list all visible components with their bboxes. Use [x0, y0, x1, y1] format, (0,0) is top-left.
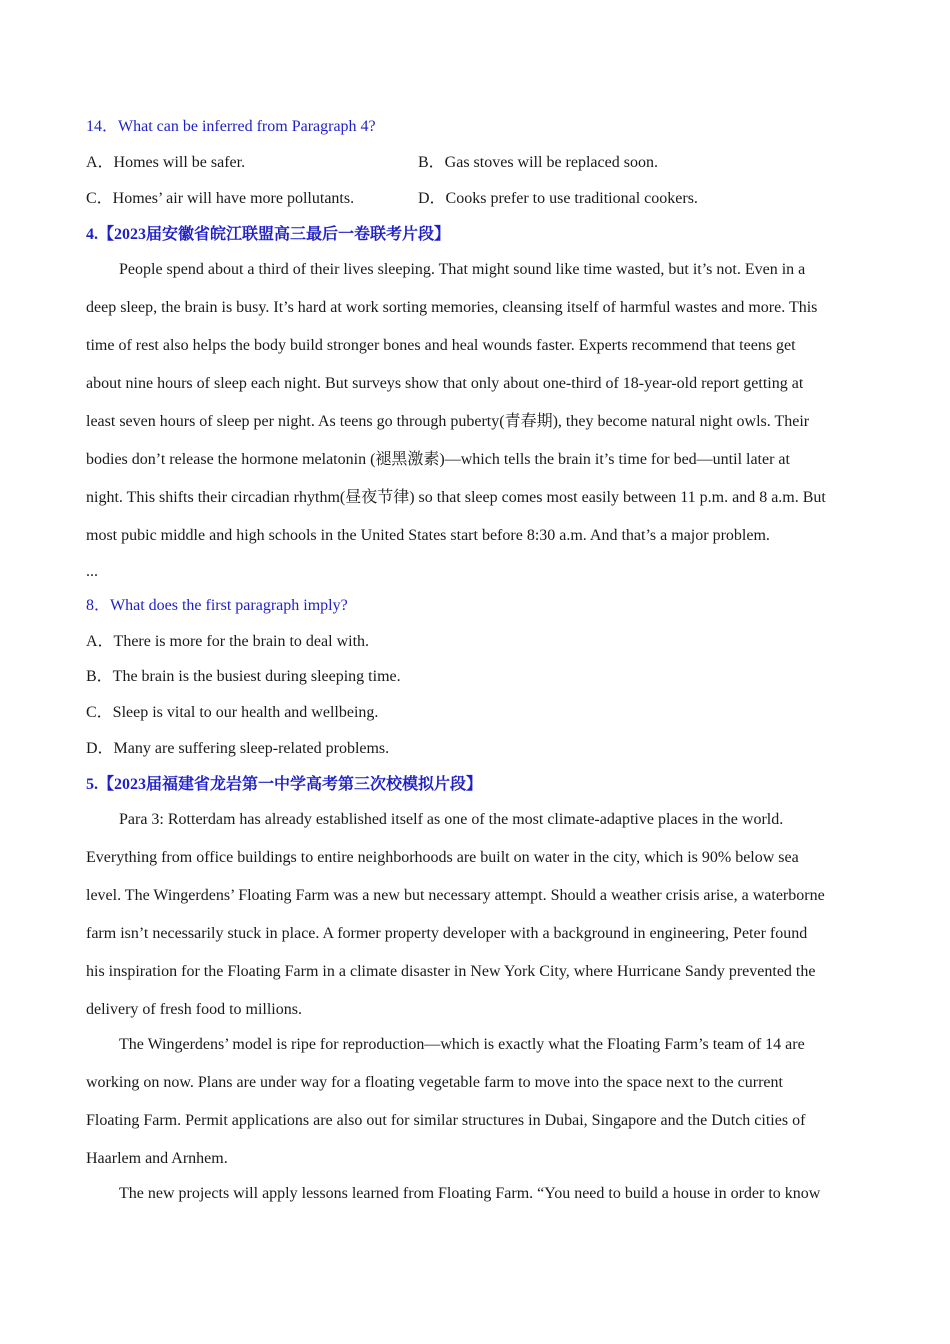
ellipsis: ... [86, 563, 98, 580]
paragraph-line: People spend about a third of their lives sleeping. That might sound like time wasted, but it’s not. Even in a [119, 261, 806, 278]
paragraph-line: Para 3: Rotterdam has already established itself as one of the most climate-adaptive places in the world. [119, 811, 784, 828]
paragraph-line: Floating Farm. Permit applications are also out for similar structures in Dubai, Singapore and the Dutch cities of [86, 1112, 806, 1129]
option-d: D．Many are suffering sleep-related problems. [86, 740, 390, 757]
paragraph-line: Haarlem and Arnhem. [86, 1150, 228, 1167]
paragraph-line: time of rest also helps the body build stronger bones and heal wounds faster. Experts recommend that teens get [86, 337, 796, 354]
paragraph-line: The new projects will apply lessons learned from Floating Farm. “You need to build a house in order to know [119, 1185, 821, 1202]
paragraph-line: deep sleep, the brain is busy. It’s hard at work sorting memories, cleansing itself of harmful wastes and more. This [86, 299, 818, 316]
paragraph-line: bodies don’t release the hormone melatonin (褪黑激素)—which tells the brain it’s time for bed—until later at [86, 451, 790, 468]
paragraph-line: The Wingerdens’ model is ripe for reproduction—which is exactly what the Floating Farm’s team of 14 are [119, 1036, 805, 1053]
option-a: A．Homes will be safer. [86, 154, 246, 171]
paragraph-line: about nine hours of sleep each night. But surveys show that only about one-third of 18-year-old report getting at [86, 375, 804, 392]
paragraph-line: delivery of fresh food to millions. [86, 1001, 302, 1018]
paragraph-line: his inspiration for the Floating Farm in a climate disaster in New York City, where Hurricane Sandy prevented the [86, 963, 816, 980]
paragraph-line: Everything from office buildings to entire neighborhoods are built on water in the city, which is 90% below sea [86, 849, 799, 866]
option-d: D．Cooks prefer to use traditional cookers. [418, 190, 698, 207]
paragraph-line: most pubic middle and high schools in the United States start before 8:30 a.m. And that’s a major problem. [86, 527, 770, 544]
option-c: C．Sleep is vital to our health and wellbeing. [86, 704, 379, 721]
paragraph-line: least seven hours of sleep per night. As teens go through puberty(青春期), they become natural night owls. Their [86, 413, 810, 430]
option-b: B．Gas stoves will be replaced soon. [418, 154, 658, 171]
section-heading: 4.【2023届安徽省皖江联盟高三最后一卷联考片段】 [86, 226, 451, 243]
option-b: B．The brain is the busiest during sleeping time. [86, 668, 401, 685]
question-14: 14．What can be inferred from Paragraph 4? [86, 118, 376, 135]
paragraph-line: farm isn’t necessarily stuck in place. A former property developer with a background in engineering, Peter found [86, 925, 808, 942]
option-a: A．There is more for the brain to deal with. [86, 633, 370, 650]
paragraph-line: working on now. Plans are under way for a floating vegetable farm to move into the space next to the current [86, 1074, 783, 1091]
question-8: 8．What does the first paragraph imply? [86, 597, 348, 614]
paragraph-line: level. The Wingerdens’ Floating Farm was a new but necessary attempt. Should a weather crisis arise, a waterborne [86, 887, 825, 904]
section-heading: 5.【2023届福建省龙岩第一中学高考第三次校模拟片段】 [86, 776, 483, 793]
paragraph-line: night. This shifts their circadian rhythm(昼夜节律) so that sleep comes most easily between 11 p.m. and 8 a.m. But [86, 489, 826, 506]
option-c: C．Homes’ air will have more pollutants. [86, 190, 355, 207]
